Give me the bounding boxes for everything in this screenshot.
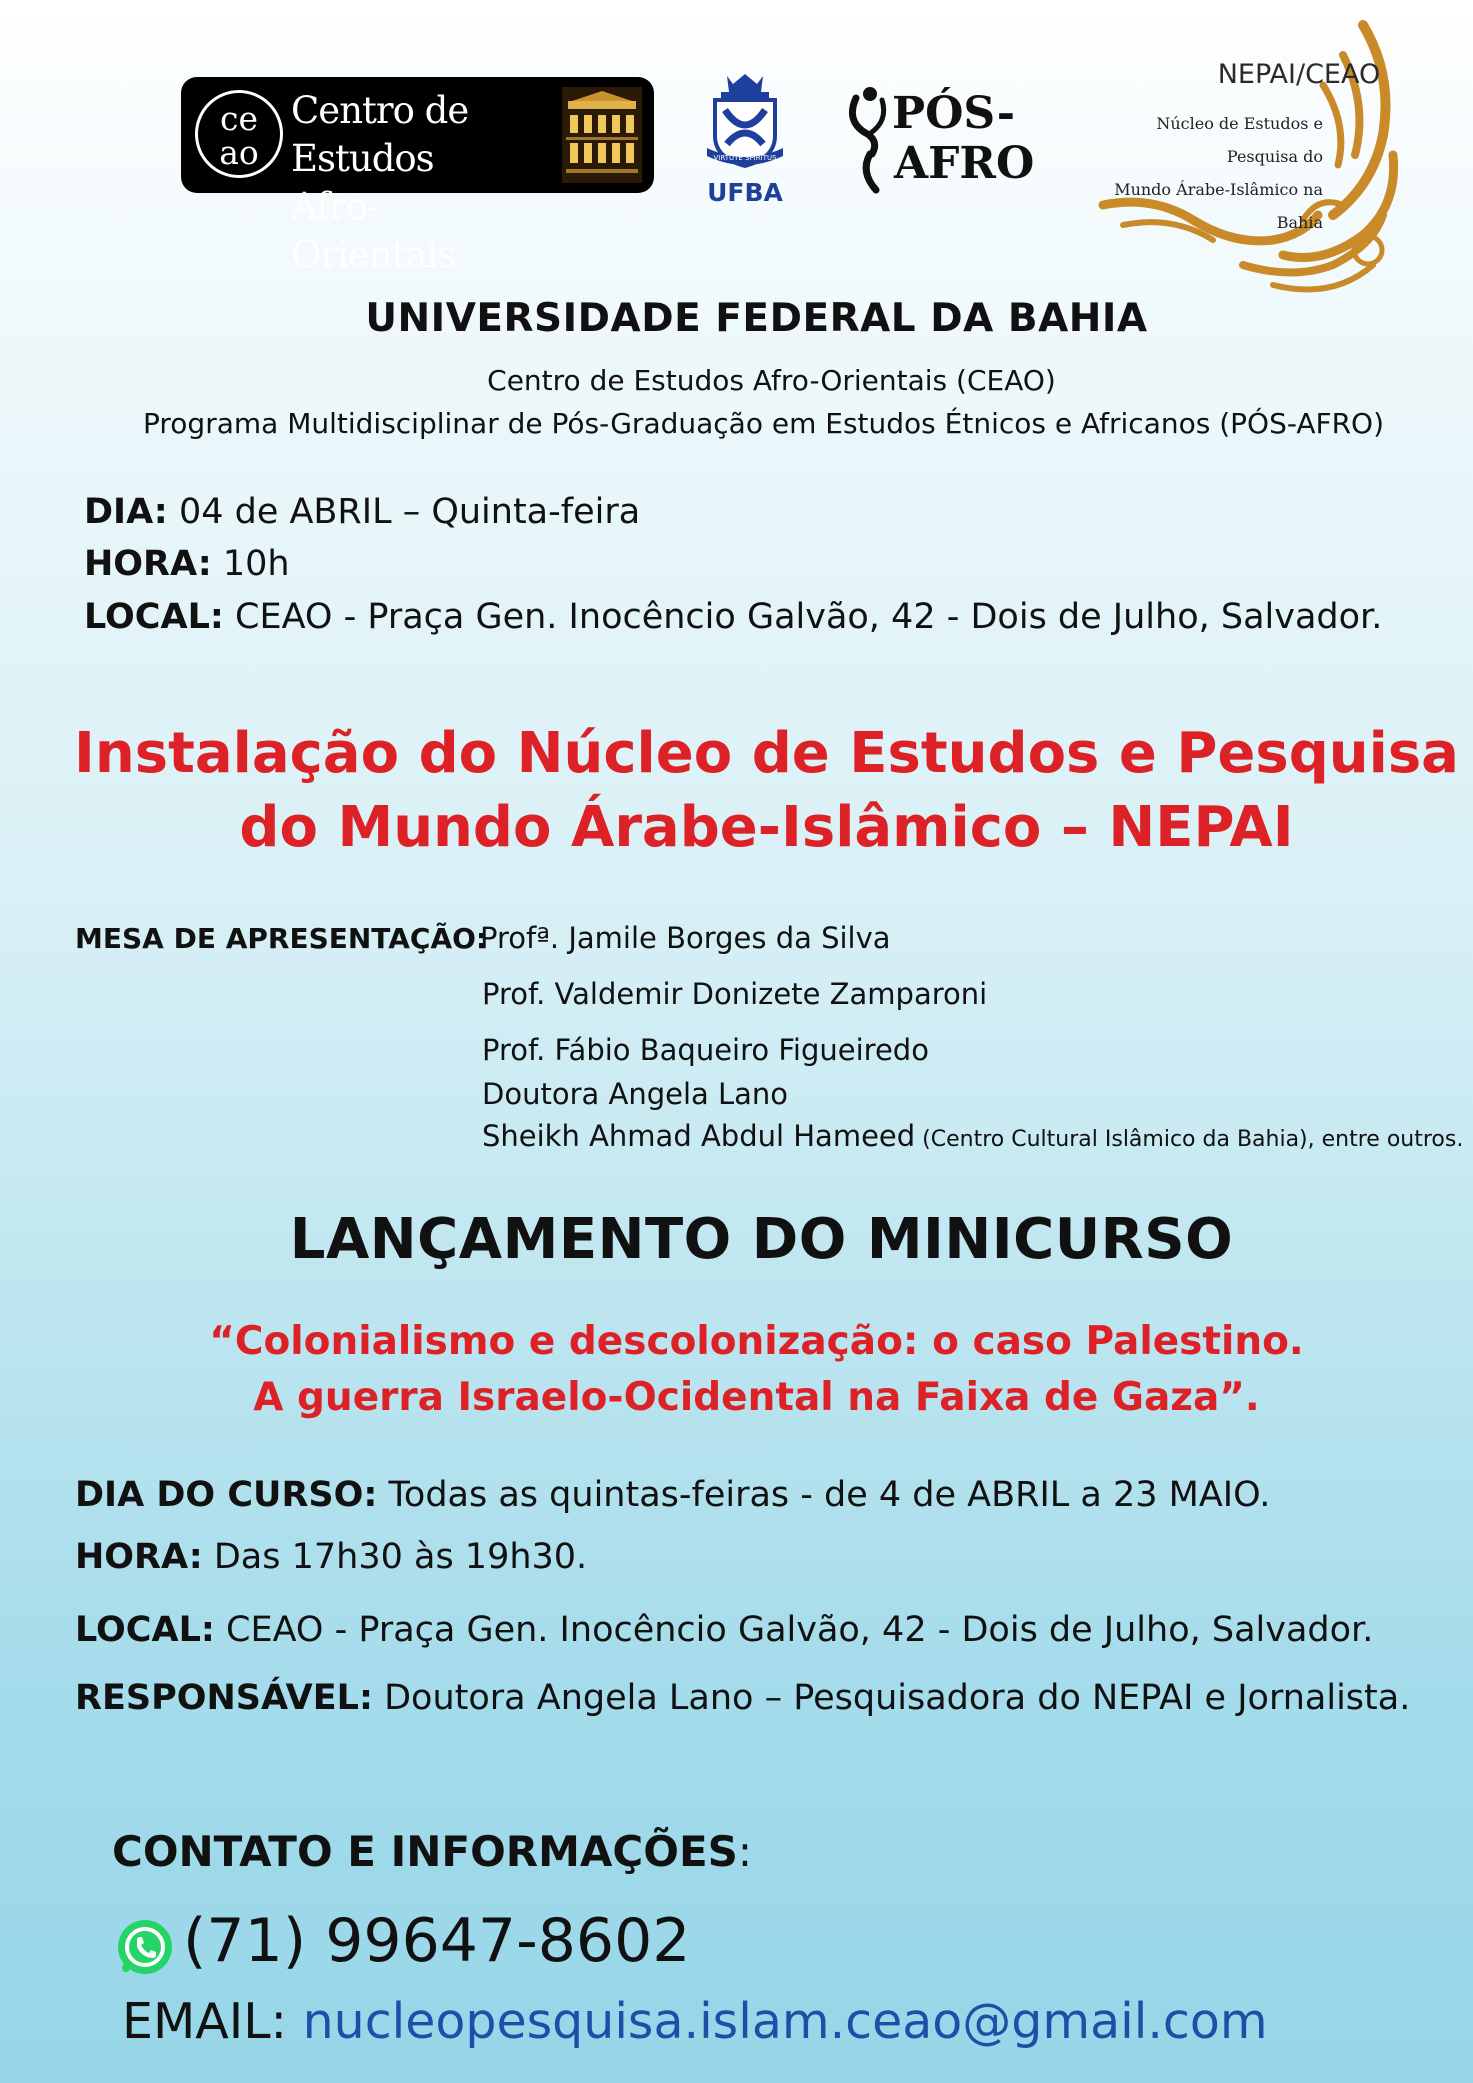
- event-day: [84, 492, 640, 532]
- program-name: Programa Multidisciplinar de Pós-Graduação em Estudos Étnicos e Africanos (PÓS-AFRO): [143, 407, 1385, 440]
- event-main-title: [0, 717, 1473, 865]
- panel-member: Prof. Fábio Baqueiro Figueiredo: [482, 1033, 929, 1067]
- ceao-mark-line2: ao: [219, 133, 259, 172]
- nepai-heading: NEPAI/CEAO: [1217, 59, 1381, 90]
- university-title: UNIVERSIDADE FEDERAL DA BAHIA: [365, 296, 1148, 341]
- event-location-label: LOCAL:: [84, 597, 224, 637]
- pos-afro-line2: AFRO: [894, 138, 1035, 189]
- ufba-logo: [697, 70, 793, 210]
- center-name: Centro de Estudos Afro-Orientais (CEAO): [487, 364, 1056, 397]
- contact-heading-text: CONTATO E INFORMAÇÕES: [112, 1827, 738, 1876]
- panel-member-last: [482, 1119, 1463, 1153]
- panel-member: Doutora Angela Lano: [482, 1077, 789, 1111]
- course-responsible-label: RESPONSÁVEL:: [75, 1678, 373, 1718]
- course-time-value: Das 17h30 às 19h30.: [202, 1537, 588, 1577]
- panel-label: MESA DE APRESENTAÇÃO:: [75, 922, 488, 955]
- event-time-label: HORA:: [84, 544, 212, 584]
- minicourse-title-line2: A guerra Israelo-Ocidental na Faixa de Gaza”.: [253, 1375, 1260, 1420]
- course-day-value: Todas as quintas-feiras - de 4 de ABRIL a 23 MAIO.: [377, 1475, 1271, 1515]
- panel-member-note: (Centro Cultural Islâmico da Bahia), entre outros.: [915, 1127, 1464, 1152]
- panel-member: Prof. Valdemir Donizete Zamparoni: [482, 977, 988, 1011]
- event-location: [84, 597, 1382, 637]
- panel-member: Profª. Jamile Borges da Silva: [480, 921, 891, 955]
- ufba-motto: VIRTUTE SPIRITUS: [713, 154, 777, 162]
- ceao-mark-line1: ce: [219, 99, 258, 138]
- minicourse-heading: LANÇAMENTO DO MINICURSO: [289, 1207, 1234, 1272]
- main-title-line1: Instalação do Núcleo de Estudos e Pesquisa: [74, 721, 1459, 786]
- email-label: EMAIL:: [122, 1993, 303, 2050]
- course-day-label: DIA DO CURSO:: [75, 1475, 378, 1515]
- contact-heading-colon: :: [737, 1827, 753, 1876]
- ceao-logo-name-line1: Centro de Estudos: [291, 89, 469, 180]
- course-location-value: CEAO - Praça Gen. Inocêncio Galvão, 42 - Dois de Julho, Salvador.: [214, 1610, 1374, 1650]
- pos-afro-logo: [842, 80, 1035, 200]
- event-day-value: 04 de ABRIL – Quinta-feira: [167, 492, 641, 532]
- event-day-label: DIA:: [84, 492, 168, 532]
- course-day: [75, 1475, 1270, 1515]
- course-time-label: HORA:: [75, 1537, 203, 1577]
- building-icon: [562, 87, 642, 183]
- event-time-value: 10h: [211, 544, 290, 584]
- pos-afro-line1: PÓS-: [892, 88, 1016, 139]
- email-line: [122, 1993, 1268, 2050]
- minicourse-title-line1: “Colonialismo e descolonização: o caso Palestino.: [209, 1319, 1304, 1364]
- whatsapp-icon: [116, 1918, 174, 1976]
- course-responsible-value: Doutora Angela Lano – Pesquisadora do NEPAI e Jornalista.: [372, 1678, 1411, 1718]
- course-location-label: LOCAL:: [75, 1610, 215, 1650]
- ceao-logo: [181, 77, 654, 276]
- event-time: [84, 544, 290, 584]
- minicourse-title: [0, 1314, 1473, 1426]
- dancer-icon: [842, 80, 892, 200]
- contact-heading: [112, 1827, 752, 1876]
- phone-number[interactable]: (71) 99647-8602: [183, 1906, 691, 1976]
- nepai-subtitle-line2: Mundo Árabe-Islâmico na Bahia: [1114, 180, 1323, 232]
- ceao-logo-mark: [195, 90, 283, 178]
- nepai-logo: [1093, 15, 1413, 335]
- course-responsible: [75, 1678, 1410, 1718]
- main-title-line2: do Mundo Árabe-Islâmico – NEPAI: [239, 795, 1294, 860]
- ceao-logo-name-line2: Afro-Orientais: [291, 185, 456, 276]
- nepai-subtitle-line1: Núcleo de Estudos e Pesquisa do: [1156, 114, 1323, 166]
- email-link[interactable]: nucleopesquisa.islam.ceao@gmail.com: [302, 1993, 1268, 2050]
- course-location: [75, 1610, 1373, 1650]
- event-location-value: CEAO - Praça Gen. Inocêncio Galvão, 42 - Dois de Julho, Salvador.: [223, 597, 1383, 637]
- nepai-subtitle: [1093, 107, 1323, 239]
- ufba-crest-icon: [697, 70, 793, 178]
- ceao-logo-name: [291, 87, 536, 279]
- panel-member-name: Sheikh Ahmad Abdul Hameed: [482, 1119, 916, 1153]
- ufba-label: UFBA: [707, 178, 783, 207]
- course-time: [75, 1537, 587, 1577]
